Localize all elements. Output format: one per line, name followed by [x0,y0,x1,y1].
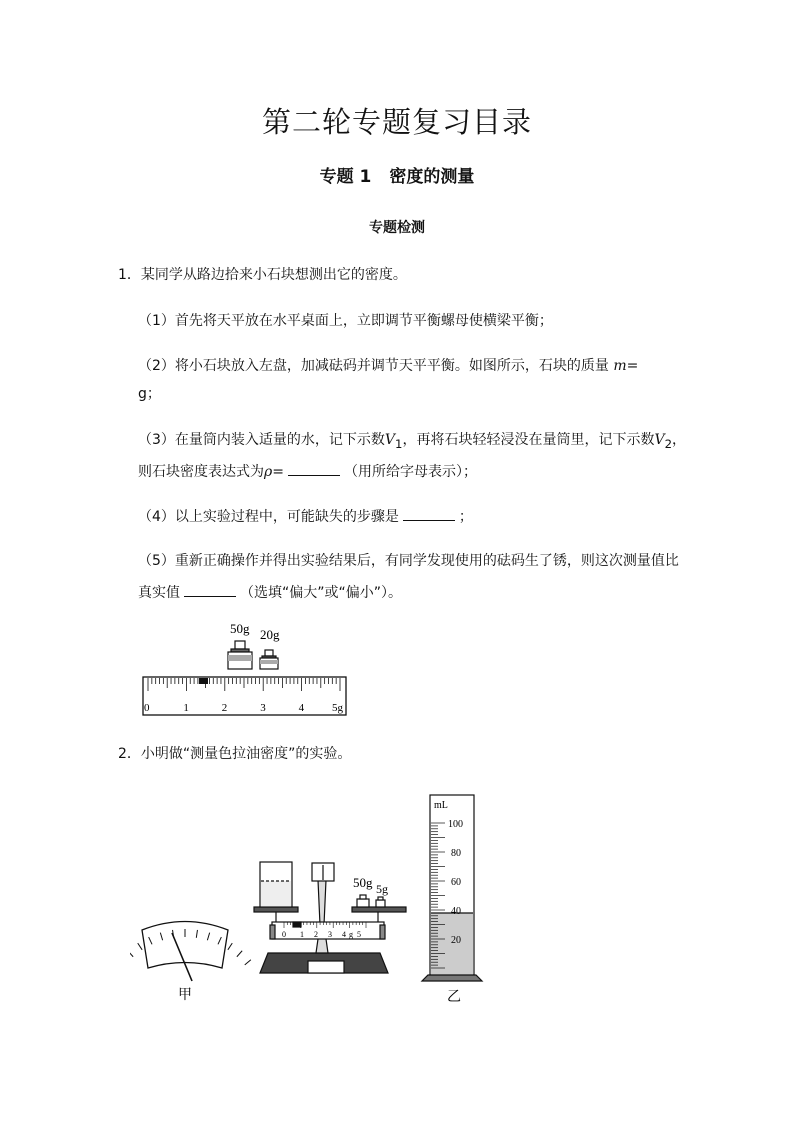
q2-apparatus-figure [130,785,510,1010]
v1-subscript: 1 [395,436,403,451]
ruler-tick-label: 5g [332,702,343,714]
answer-blank-density[interactable] [288,461,340,476]
q1-balance-figure [138,615,358,720]
ruler-tick-label: 2 [221,702,228,714]
equals-sign: = [626,358,639,374]
beam-tick-label: 5 [357,930,361,939]
q1-stem: 1．某同学从路边拾来小石块想测出它的密度。 [118,267,407,283]
q1-step-5-text2: （选填“偏大”或“偏小”）。 [240,585,403,601]
pointer-dial [130,922,251,982]
weight-label-50g: 50g [230,621,250,636]
cyl-tick-label: 80 [451,848,461,859]
section-heading: 专题检测 [369,220,425,236]
q1-step-3-line1 [138,430,686,454]
weight-label-50g: 50g [353,875,373,890]
ruler-tick-label: 0 [144,702,150,714]
lab-balance [254,862,406,973]
weight-20g-icon [260,650,278,669]
weight-label-5g: 5g [376,882,388,896]
cyl-tick-label: 20 [451,935,461,946]
beam-tick-label: g [349,930,353,939]
beam-tick-label: 3 [328,930,332,939]
beam-tick-label: 4 [342,930,346,939]
v2-symbol: V [654,432,665,448]
beam-tick-label: 0 [282,930,286,939]
q1-step-4-text: （4）以上实验过程中，可能缺失的步骤是 [138,509,399,525]
rho-symbol: ρ [264,464,273,480]
cyl-tick-label: 60 [451,877,461,888]
answer-blank-bias[interactable] [184,582,236,597]
q2-stem: 2．小明做“测量色拉油密度”的实验。 [118,746,352,762]
cylinder-unit: mL [434,800,448,811]
q1-step-5-text: 真实值 [138,585,180,601]
q1-step-3-text2: 则石块密度表达式为 [138,464,264,480]
q1-step-1: （1）首先将天平放在水平桌面上，立即调节平衡螺母使横梁平衡； [138,313,553,329]
cyl-tick-label: 40 [451,906,461,917]
v1-symbol: V [384,432,396,448]
label-yi: 乙 [447,990,461,1005]
page-title: 第二轮专题复习目录 [261,105,532,139]
cyl-tick-label: 100 [448,819,463,830]
q1-step-2-line1 [138,356,638,376]
q1-step-3-mid: ，再将石块轻轻浸没在量筒里，记下示数 [402,432,655,448]
dial-tick [228,943,232,950]
q1-step-3-text3: （用所给字母表示）； [343,464,477,480]
dial-tick [130,951,133,957]
topic-number: 专题 1 [319,167,372,187]
q1-step-2-line2: g； [138,386,161,402]
q1-step-2-text: （2）将小石块放入左盘，加减砝码并调节天平平衡。如图所示，石块的质量 [138,358,609,374]
ruler-tick-label: 4 [298,702,305,714]
q1-step-5-line2 [138,582,402,603]
dial-tick [237,951,242,957]
q1-step-4 [138,506,473,527]
q1-step-3-text: （3）在量筒内装入适量的水，记下示数 [138,432,385,448]
mass-symbol: m [613,358,627,374]
label-jia: 甲 [178,988,192,1003]
scale-ruler-frame [143,677,346,715]
weight-label-20g: 20g [260,627,280,642]
equals-sign: = [272,464,284,480]
answer-blank-missing-step[interactable] [403,506,455,521]
comma: ， [672,432,686,448]
q1-step-5-line1: （5）重新正确操作并得出实验结果后，有同学发现使用的砝码生了锈，则这次测量值比 [138,553,679,569]
beam-tick-label: 2 [314,930,318,939]
dial-tick [245,960,251,965]
q1-step-3-line2 [138,461,477,482]
v2-subscript: 2 [664,436,672,451]
dial-tick [138,943,142,950]
topic-title [0,162,794,187]
ruler-tick-label: 3 [260,702,266,714]
beam-tick-label: 1 [300,930,304,939]
weight-50g-icon [228,641,252,669]
topic-name: 密度的测量 [389,167,475,187]
rider-marker [199,678,208,684]
ruler-tick-label: 1 [183,702,189,714]
semicolon: ； [458,509,473,525]
